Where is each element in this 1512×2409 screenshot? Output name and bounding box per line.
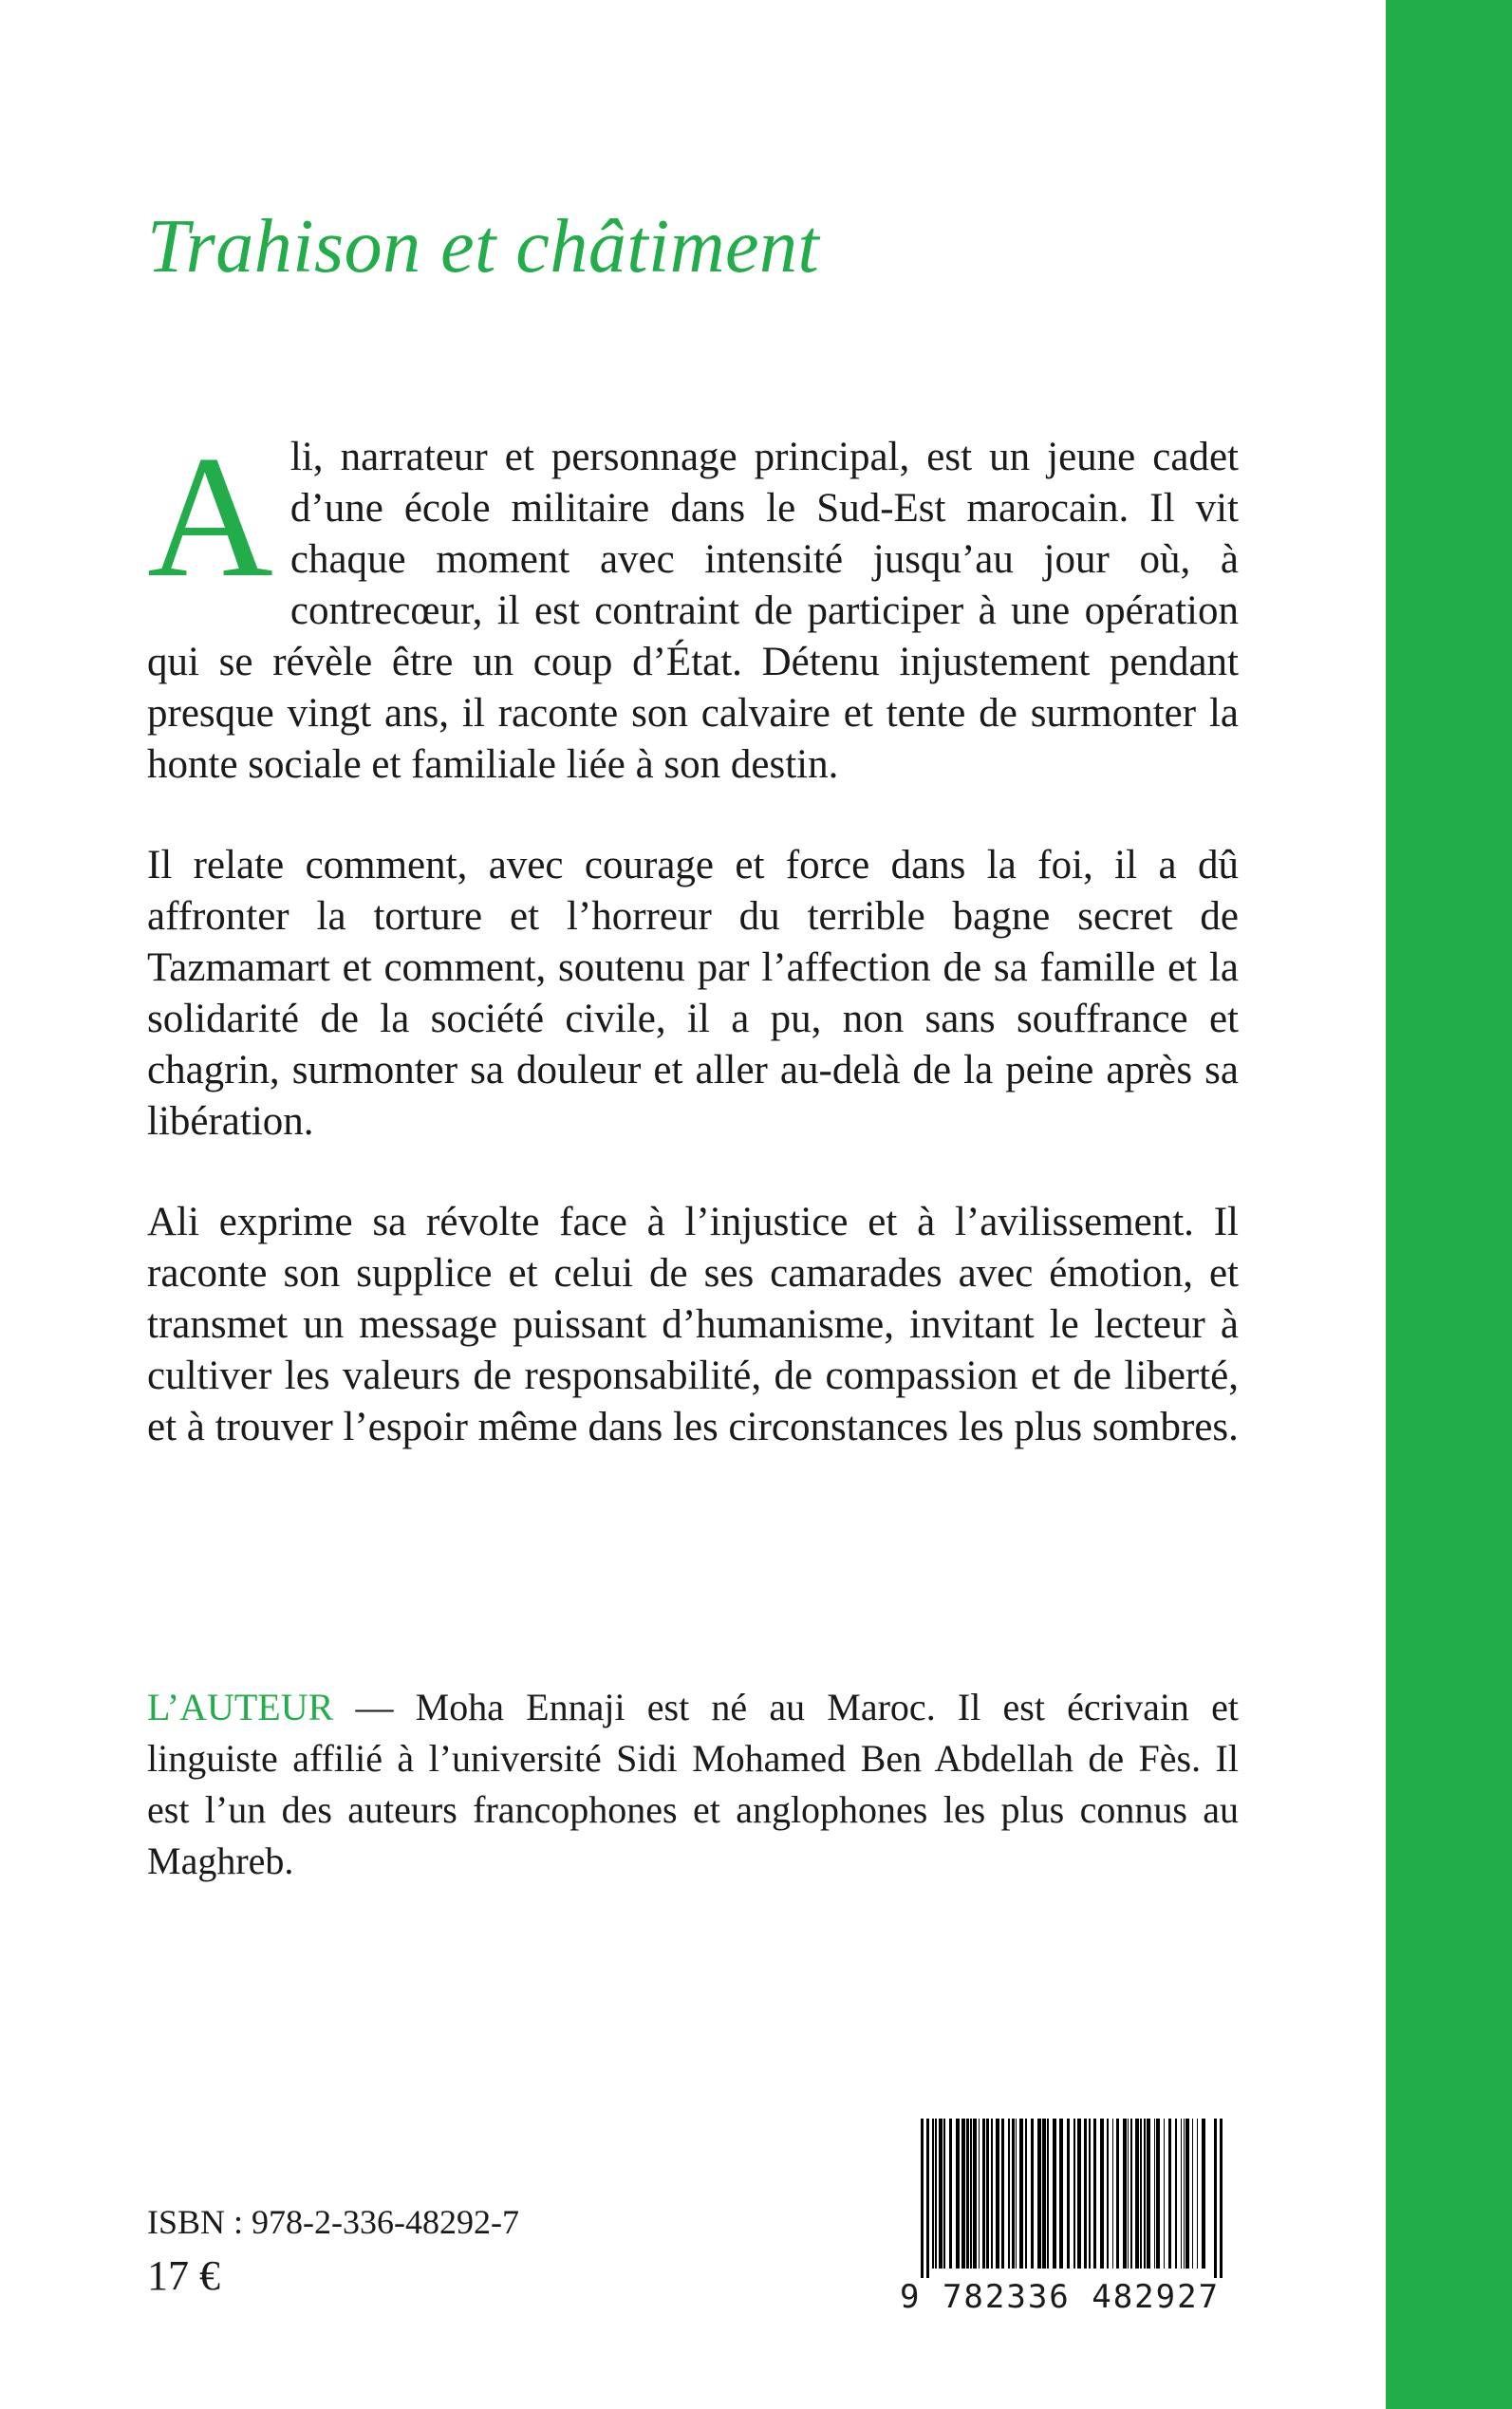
barcode-bar (1147, 2119, 1150, 2269)
barcode-bar (932, 2119, 934, 2269)
isbn-number: ISBN : 978-2-336-48292-7 (147, 2203, 519, 2241)
barcode-bar (921, 2119, 924, 2278)
green-spine-band (1386, 0, 1512, 2409)
barcode-bar (1112, 2119, 1113, 2269)
barcode-bar (1192, 2119, 1193, 2269)
author-bio-text: — Moha Ennaji est né au Maroc. Il est écrivain et linguiste affilié à l’université Sidi Mohamed Ben Abdellah de Fès. Il est l’un des auteurs francophones et anglophones les plus connus au Maghreb. (147, 1686, 1239, 1882)
barcode-bar (1067, 2119, 1070, 2269)
barcode-bar (996, 2119, 999, 2269)
summary-text (147, 420, 1239, 1503)
barcode-bar (986, 2119, 989, 2269)
barcode-bar (1214, 2119, 1217, 2278)
barcode-bar (1184, 2119, 1185, 2269)
barcode-bar (939, 2119, 943, 2269)
barcode-bar (1123, 2119, 1127, 2269)
barcode-bar (970, 2119, 972, 2269)
barcode-bar (1185, 2119, 1189, 2269)
barcode-bar (1031, 2119, 1034, 2269)
barcode-bar (1220, 2119, 1223, 2278)
barcode-bar (1116, 2119, 1119, 2269)
barcode-bar (1059, 2119, 1063, 2269)
barcode-bar (1175, 2119, 1177, 2269)
barcode-bar (991, 2119, 993, 2269)
barcode-bar (1073, 2119, 1075, 2269)
author-label: L’AUTEUR (147, 1686, 334, 1728)
barcode-bar (961, 2119, 965, 2269)
barcode-bar (1053, 2119, 1056, 2269)
barcode-bars-icon (921, 2119, 1223, 2278)
paragraph-3: Ali exprime sa révolte face à l’injustice et à l’avilissement. Il raconte son supplice et celui de ses camarades avec émotion, et transmet un message puissant d’humanisme, invitant le lecteur à cultiver les valeurs de responsabilité, de compassion et de liberté, et à trouver l’espoir même dans les circonstances les plus sombres. (147, 1200, 1239, 1449)
barcode-digits: 9 782336 482927 (900, 2278, 1221, 2316)
barcode-bar (1089, 2119, 1091, 2269)
book-title: Trahison et châtiment (147, 205, 820, 289)
paragraph-1-text: li, narrateur et personnage principal, est un jeune cadet d’une école militaire dans le Sud-Est marocain. Il vit chaque moment avec intensité jusqu’au jour où, à contrecœur, il est contraint de participer à une opération qui se révèle être un coup d’État. Détenu injustement pendant presque vingt ans, il raconte son calvaire et tente de surmonter la honte sociale et familiale liée à son destin. (147, 435, 1239, 787)
barcode-bar (1107, 2119, 1109, 2269)
barcode-bar (1037, 2119, 1041, 2269)
barcode-bar (1168, 2119, 1171, 2269)
barcode-bar (1025, 2119, 1027, 2269)
barcode-bar (1042, 2119, 1046, 2269)
barcode-bar (982, 2119, 985, 2269)
barcode-bar (966, 2119, 969, 2269)
barcode-bar (1084, 2119, 1087, 2269)
barcode-bar (1130, 2119, 1132, 2269)
barcode-bar (1001, 2119, 1004, 2269)
barcode-bar (1016, 2119, 1017, 2269)
barcode-bar (1019, 2119, 1023, 2269)
paragraph-1 (147, 420, 1239, 791)
barcode-bar (1144, 2119, 1146, 2269)
barcode-bar (935, 2119, 937, 2269)
barcode-bar (1154, 2119, 1155, 2269)
barcode-bar (956, 2119, 960, 2269)
author-bio (147, 1682, 1239, 1887)
barcode-bar (1140, 2119, 1142, 2269)
paragraph-2: Il relate comment, avec courage et force dans la foi, il a dû affronter la torture et l’horreur du terrible bagne secret de Tazmamart et comment, soutenu par l’affection de sa famille et la solidarité de la société civile, il a pu, non sans souffrance et chagrin, surmonter sa douleur et aller au-delà de la peine après sa libération. (147, 843, 1239, 1144)
barcode-bar (926, 2119, 929, 2278)
barcode-bar (1181, 2119, 1182, 2269)
barcode-bar (1012, 2119, 1015, 2269)
barcode-bar (1077, 2119, 1081, 2269)
barcode-bar (979, 2119, 980, 2269)
barcode-bar (1008, 2119, 1010, 2269)
barcode-bar (1135, 2119, 1139, 2269)
barcode-bar (1164, 2119, 1165, 2269)
barcode-bar (943, 2119, 945, 2269)
drop-cap-letter: A (147, 420, 273, 613)
barcode-bar (973, 2119, 977, 2269)
price: 17 € (147, 2252, 220, 2299)
barcode-bar (1047, 2119, 1049, 2269)
barcode-bar (949, 2119, 952, 2269)
barcode (900, 2119, 1223, 2316)
barcode-bar (1093, 2119, 1096, 2269)
barcode-bar (1202, 2119, 1205, 2269)
barcode-bar (1197, 2119, 1198, 2269)
barcode-bar (1156, 2119, 1160, 2269)
barcode-bar (1100, 2119, 1104, 2269)
barcode-bar (1128, 2119, 1129, 2269)
